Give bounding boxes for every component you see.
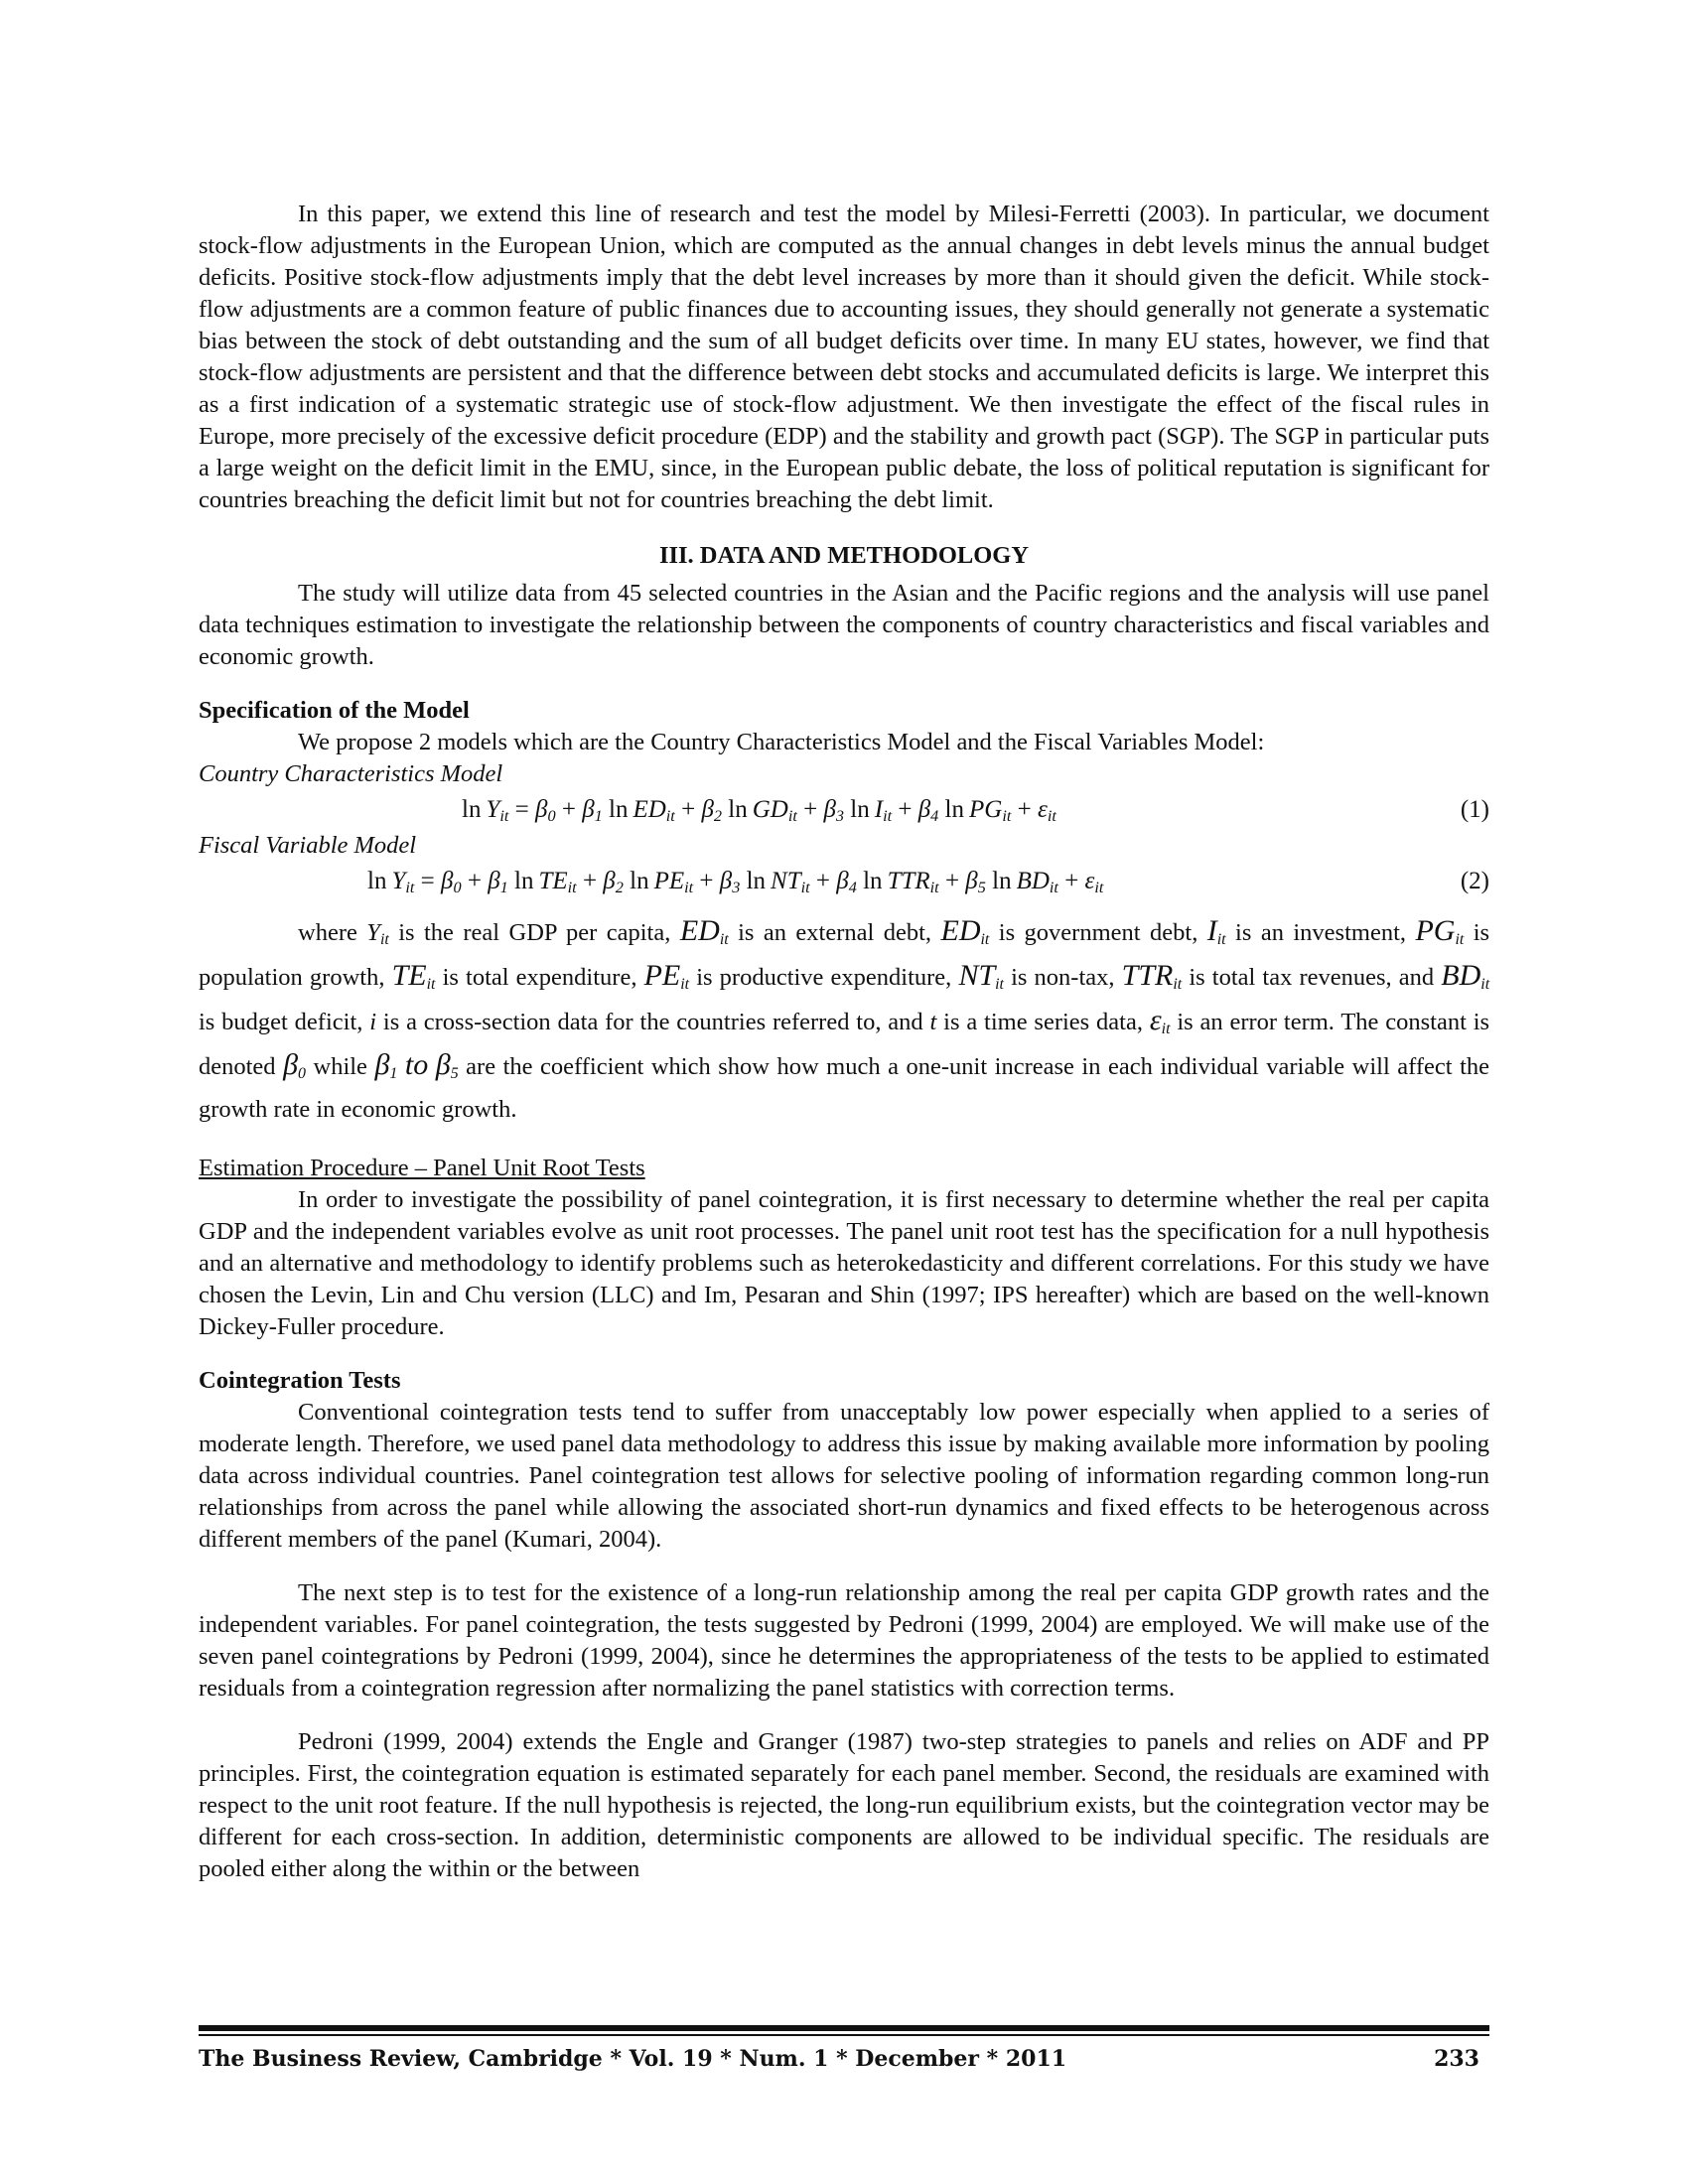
equation-2-body: $\ln Y_{it} = \beta_0 + \beta_1$ $\ln TE_{it} + \beta_2$ $\ln PE_{it} + \beta_3$ $\ln NT_{it} + \beta_4$ $\ln TTR_{it} + \beta_5$ $\ln BD_{it} + \varepsilon_{it}$ [367, 868, 1104, 897]
footer-rule-thick [199, 2025, 1489, 2031]
page-body [199, 199, 1489, 1885]
footer-journal: The Business Review, Cambridge * Vol. 19 * Num. 1 * December * 2011 [199, 2046, 1067, 2072]
paragraph-propose: We propose 2 models which are the Country Characteristics Model and the Fiscal Variables Model: [298, 729, 1265, 755]
paragraph-unit-root: In order to investigate the possibility of panel cointegration, it is first necessary to determine whether the real per capita GDP and the independent variables evolve as unit root processes. The panel unit root test has the specification for a null hypothesis and an alternative and methodology to identify problems such as heterokedasticity and different correlations. For this study we have chosen the Levin, Lin and Chu version (LLC) and Im, Pesaran and Shin (1997; IPS hereafter) which are based on the well-known Dickey-Fuller procedure. [199, 1186, 1489, 1340]
paragraph-intro: In this paper, we extend this line of research and test the model by Milesi-Ferretti (2003). In particular, we document stock-flow adjustments in the European Union, which are computed as the annual changes in debt levels minus the annual budget deficits. Positive stock-flow adjustments imply that the debt level increases by more than it should given the deficit. While stock-flow adjustments are a common feature of public finances due to accounting issues, they should generally not generate a systematic bias between the stock of debt outstanding and the sum of all budget deficits over time. In many EU states, however, we find that stock-flow adjustments are persistent and that the difference between debt stocks and accumulated deficits is large. We interpret this as a first indication of a systematic strategic use of stock-flow adjustment. We then investigate the effect of the fiscal rules in Europe, more precisely of the excessive deficit procedure (EDP) and the stability and growth pact (SGP). The SGP in particular puts a large weight on the deficit limit in the EMU, since, in the European public debate, the loss of political reputation is significant for countries breaching the deficit limit but not for countries breaching the debt limit. [199, 201, 1489, 513]
paragraph-variables: where $Y_{it}$ is the real GDP per capita, $ED_{it}$ is an external debt, $ED_{it}$ is government debt, $I_{it}$ is an investment, $PG_{it}$ is population growth, $TE_{it}$ is total expenditure, $PE_{it}$ is productive expenditure, $NT_{it}$ is non-tax, $TTR_{it}$ is total tax revenues, and $BD_{it}$ is budget deficit, i is a cross-section data for the countries referred to, and t is a time series data, $\varepsilon_{it}$ is an error term. The constant is denoted $\beta_0$ while $\beta_1$ to $\beta_5$ are the coefficient which show how much a one-unit increase in each individual variable will affect the growth rate in economic growth. [199, 914, 1490, 1123]
section-heading: III. DATA AND METHODOLOGY [658, 542, 1030, 569]
footer-rule-thin [199, 2034, 1489, 2036]
equation-2 [199, 862, 1489, 901]
model-label-country: Country Characteristics Model [199, 760, 503, 787]
page-footer [199, 2025, 1489, 2072]
model-label-fiscal: Fiscal Variable Model [199, 832, 417, 859]
subheading-specification: Specification of the Model [199, 697, 470, 724]
paragraph-cointegration-2: The next step is to test for the existence of a long-run relationship among the real per capita GDP growth rates and the independent variables. For panel cointegration, the tests suggested by Pedroni (1999, 2004) are employed. We will make use of the seven panel cointegrations by Pedroni (1999, 2004), since he determines the appropriateness of the tests to be applied to estimated residuals from a cointegration regression after normalizing the panel statistics with correction terms. [199, 1579, 1489, 1702]
paragraph-cointegration-3: Pedroni (1999, 2004) extends the Engle and Granger (1987) two-step strategies to panels and relies on ADF and PP principles. First, the cointegration equation is estimated separately for each panel member. Second, the residuals are examined with respect to the unit root feature. If the null hypothesis is rejected, the long-run equilibrium exists, but the cointegration vector may be different for each cross-section. In addition, deterministic components are allowed to be individual specific. The residuals are pooled either along the within or the between [199, 1728, 1489, 1882]
equation-1-body: $\ln Y_{it} = \beta_0 + \beta_1$ $\ln ED_{it} + \beta_2$ $\ln GD_{it} + \beta_3$ $\ln I_{it} + \beta_4$ $\ln PG_{it} + \varepsilon_{it}$ [462, 796, 1056, 826]
equation-2-number: (2) [1460, 868, 1489, 894]
footer-page-number: 233 [1434, 2046, 1479, 2072]
equation-1-number: (1) [1460, 796, 1489, 823]
equation-1 [199, 790, 1489, 830]
subheading-estimation: Estimation Procedure – Panel Unit Root Tests [199, 1155, 645, 1181]
subheading-cointegration: Cointegration Tests [199, 1367, 401, 1394]
paragraph-cointegration-1: Conventional cointegration tests tend to suffer from unacceptably low power especially when applied to a series of moderate length. Therefore, we used panel data methodology to address this issue by making available more information by pooling data across individual countries. Panel cointegration test allows for selective pooling of information regarding common long-run relationships from across the panel while allowing the associated short-run dynamics and fixed effects to be heterogenous across different members of the panel (Kumari, 2004). [199, 1399, 1489, 1553]
paragraph-data-intro: The study will utilize data from 45 selected countries in the Asian and the Pacific regions and the analysis will use panel data techniques estimation to investigate the relationship between the components of country characteristics and fiscal variables and economic growth. [199, 580, 1489, 670]
